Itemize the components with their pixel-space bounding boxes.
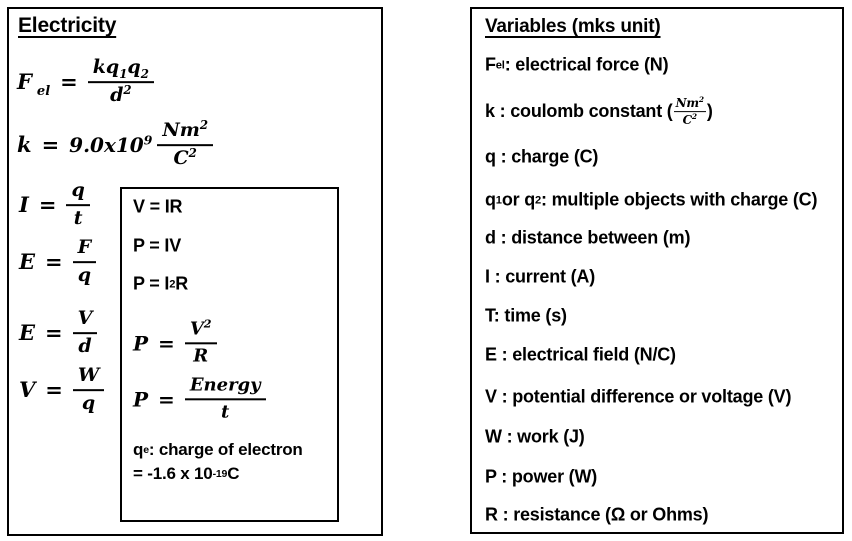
variable-row-q1q2: q 1 or q 2 : multiple objects with charge (C) [485, 189, 818, 210]
fraction-denominator [683, 113, 697, 128]
formula-current [19, 180, 90, 230]
denominator-text: C [173, 147, 189, 169]
formula-text: P = I [133, 273, 170, 294]
subscript: el [36, 83, 51, 99]
superscript: 2 [188, 145, 197, 160]
formula-power-iv: P = IV [133, 235, 182, 256]
equals-sign: = [158, 331, 175, 355]
equals-sign: = [60, 69, 78, 95]
symbol: I [19, 192, 29, 218]
variable-row-d: d : distance between (m) [485, 227, 691, 248]
fraction-numerator [157, 117, 213, 146]
symbol: P [133, 387, 149, 411]
equals-sign: = [45, 320, 63, 346]
inline-fraction [674, 96, 706, 128]
variable-row-v: V : potential difference or voltage (V) [485, 386, 792, 407]
value-text: C [227, 464, 240, 483]
numerator-text: q [127, 56, 141, 79]
symbol: k [17, 132, 32, 158]
coefficient [69, 133, 152, 157]
variable-text: : electrical force (N) [504, 54, 669, 75]
formula-power-v2r [133, 319, 217, 366]
variable-text: ) [706, 101, 713, 122]
symbol: E [19, 249, 36, 275]
fraction-denominator: t [73, 207, 83, 229]
equals-sign: = [45, 249, 63, 275]
formula-ohms-law: V = IR [133, 196, 183, 217]
fraction-denominator: R [193, 345, 209, 366]
variable-row-w: W : work (J) [485, 426, 585, 447]
fraction-numerator: q [66, 180, 89, 206]
superscript: 2 [123, 82, 132, 97]
denominator-text: d [110, 84, 124, 106]
fraction [185, 319, 217, 366]
fraction-denominator: t [221, 401, 230, 422]
variable-row-i: I : current (A) [485, 266, 596, 287]
subscript: 2 [140, 66, 149, 81]
electricity-title: Electricity [18, 14, 117, 37]
electricity-panel [7, 7, 383, 536]
superscript: 9 [143, 132, 153, 148]
subscript: 1 [119, 66, 128, 81]
fraction [88, 57, 154, 107]
electron-charge-label: q e : charge of electron [133, 440, 303, 459]
fraction-numerator [185, 319, 217, 344]
fraction [73, 308, 98, 358]
variable-row-e: E : electrical field (N/C) [485, 344, 676, 365]
equals-sign: = [38, 192, 57, 218]
fraction [157, 117, 213, 170]
fraction [73, 237, 97, 287]
coefficient-text: 9.0x10 [69, 133, 144, 157]
fraction-numerator: W [73, 365, 104, 391]
fraction-numerator [88, 57, 154, 83]
variable-row-q: q : charge (C) [485, 146, 599, 167]
denominator-text: C [682, 113, 692, 128]
variable-text: q [485, 189, 496, 210]
variables-panel [470, 7, 844, 534]
variables-title: Variables (mks unit) [485, 16, 661, 37]
fraction-denominator: q [81, 392, 96, 414]
symbol: F [17, 69, 32, 95]
fraction [66, 180, 89, 230]
superscript: 2 [203, 317, 212, 331]
variable-row-r: R : resistance (Ω or Ohms) [485, 504, 709, 525]
symbol: P [133, 331, 149, 355]
electron-charge-value: = -1.6 x 10 -19 C [133, 464, 240, 483]
variable-row-fel: F el : electrical force (N) [485, 54, 669, 75]
formula-text: R [175, 273, 189, 294]
value-text: = -1.6 x 10 [133, 464, 213, 483]
numerator-text: Nm [162, 119, 200, 142]
numerator-text: Nm [675, 96, 699, 111]
fraction-denominator: q [77, 264, 92, 286]
variable-row-k [485, 96, 713, 128]
fraction [73, 365, 104, 415]
variable-text: k : coulomb constant ( [485, 101, 673, 122]
variable-text: or q [501, 189, 536, 210]
label-text: q [133, 440, 144, 459]
formula-power-energy [133, 375, 266, 422]
numerator-text: kq [92, 56, 120, 79]
symbol: E [19, 320, 36, 346]
fraction-denominator [174, 146, 197, 170]
equals-sign: = [41, 132, 60, 158]
equals-sign: = [158, 387, 175, 411]
fraction-numerator: F [73, 237, 97, 263]
fraction-numerator: Energy [185, 375, 266, 400]
formula-power-i2r: P = I 2 R [133, 273, 189, 294]
fraction-denominator: d [78, 335, 92, 357]
variable-text: : multiple objects with charge (C) [541, 189, 818, 210]
fraction-numerator [674, 96, 706, 112]
superscript: 2 [698, 95, 704, 105]
superscript: 2 [691, 112, 697, 122]
fraction-numerator: V [73, 308, 98, 334]
variable-text: F [485, 54, 496, 75]
fraction-denominator [110, 83, 131, 107]
formula-field-voltage [19, 308, 97, 358]
equals-sign: = [45, 377, 63, 403]
variable-row-t: T: time (s) [485, 305, 567, 326]
fraction [185, 375, 266, 422]
formula-voltage-work [19, 365, 104, 415]
circuit-formula-box [120, 187, 339, 522]
formula-coulomb-constant [17, 117, 213, 170]
variable-row-p: P : power (W) [485, 466, 598, 487]
formula-field-force [19, 237, 96, 287]
superscript: 2 [199, 117, 209, 132]
formula-electrical-force [17, 57, 154, 107]
formula-lhs [17, 69, 51, 99]
label-text: : charge of electron [148, 440, 303, 459]
symbol: V [19, 377, 36, 403]
numerator-text: V [189, 318, 204, 340]
